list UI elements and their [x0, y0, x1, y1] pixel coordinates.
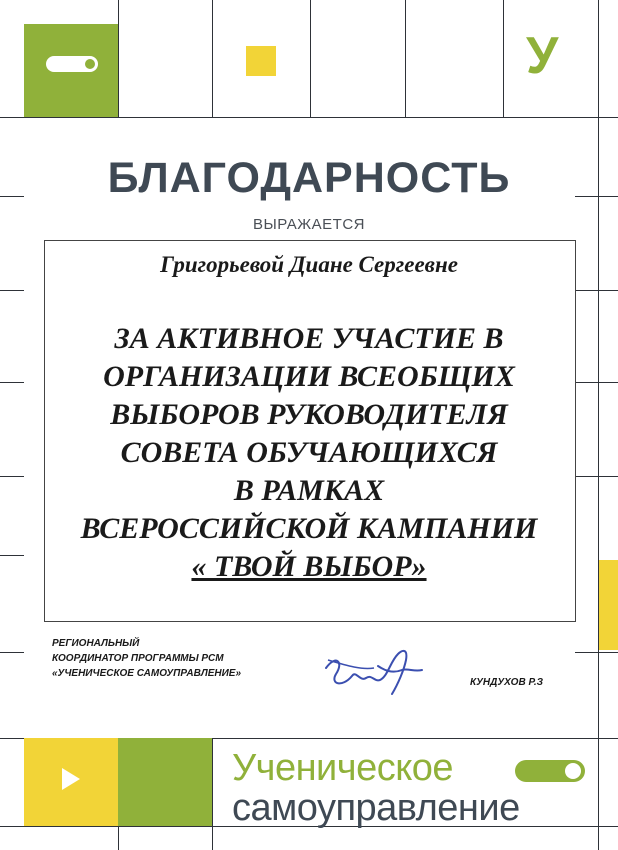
play-icon: [62, 768, 80, 790]
grid-line: [0, 476, 24, 477]
yellow-square: [246, 46, 276, 76]
grid-line: [212, 0, 213, 117]
coordinator-line: КООРДИНАТОР ПРОГРАММЫ РСМ: [52, 653, 224, 664]
grid-line: [503, 0, 504, 117]
coordinator-block: [52, 636, 241, 681]
coordinator-line: РЕГИОНАЛЬНЫЙ: [52, 638, 140, 649]
signer-name: КУНДУХОВ Р.З: [470, 677, 544, 688]
grid-line: [575, 382, 618, 383]
green-tile: [118, 738, 212, 826]
toggle-icon: [515, 760, 585, 782]
logo-letter-icon: У: [526, 27, 559, 85]
grid-line: [212, 738, 213, 850]
coordinator-line: «УЧЕНИЧЕСКОЕ САМОУПРАВЛЕНИЕ»: [52, 668, 242, 679]
award-line: ЗА АКТИВНОЕ УЧАСТИЕ В: [114, 322, 504, 355]
grid-line: [0, 382, 24, 383]
grid-line: [575, 652, 618, 653]
brand-line: самоуправление: [232, 787, 520, 829]
grid-line: [310, 0, 311, 117]
grid-line: [0, 652, 24, 653]
toggle-icon: [46, 56, 98, 72]
right-yellow-bar: [599, 560, 618, 650]
award-line: В РАМКАХ: [233, 474, 385, 507]
award-line: ОРГАНИЗАЦИИ ВСЕОБЩИХ: [103, 360, 515, 393]
award-line: СОВЕТА ОБУЧАЮЩИХСЯ: [120, 436, 498, 469]
award-line: ВСЕРОССИЙСКОЙ КАМПАНИИ: [80, 512, 538, 545]
grid-line: [405, 0, 406, 117]
grid-line: [118, 0, 119, 117]
grid-line: [575, 476, 618, 477]
grid-line: [0, 290, 24, 291]
grid-line: [598, 0, 599, 850]
campaign-name: « ТВОЙ ВЫБОР»: [191, 550, 427, 583]
grid-line: [0, 117, 618, 118]
page-title: БЛАГОДАРНОСТЬ: [107, 154, 511, 202]
brand-line: Ученическое: [232, 747, 454, 789]
grid-line: [0, 555, 24, 556]
award-text: [50, 320, 568, 586]
award-line: ВЫБОРОВ РУКОВОДИТЕЛЯ: [110, 398, 508, 431]
recipient-name: Григорьевой Диане Сергеевне: [160, 252, 458, 277]
signature: [318, 640, 438, 702]
brand-logo: [232, 748, 520, 828]
grid-line: [575, 290, 618, 291]
page-subtitle: ВЫРАЖАЕТСЯ: [253, 216, 365, 233]
